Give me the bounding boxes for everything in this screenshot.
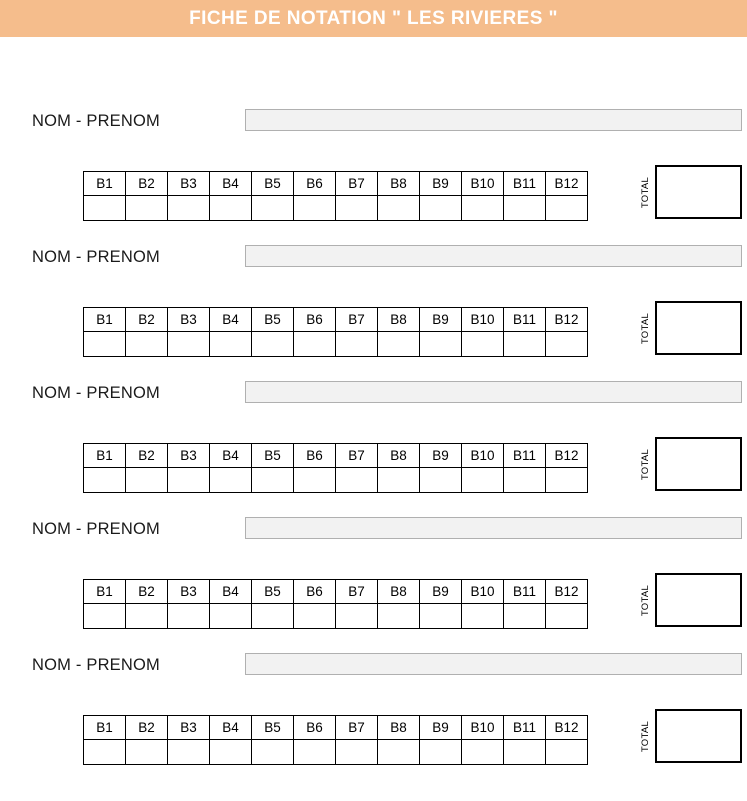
score-cell[interactable] [252, 604, 294, 629]
score-cell[interactable] [294, 740, 336, 765]
score-cell[interactable] [546, 740, 588, 765]
total-wrapper [638, 437, 743, 491]
name-input[interactable] [245, 109, 742, 131]
score-cell[interactable] [168, 332, 210, 357]
score-column-header: B5 [252, 308, 294, 332]
score-column-header: B4 [210, 580, 252, 604]
score-cell[interactable] [126, 740, 168, 765]
score-grid-header-row [84, 444, 588, 468]
score-column-header: B7 [336, 716, 378, 740]
score-column-header: B3 [168, 308, 210, 332]
score-column-header: B3 [168, 716, 210, 740]
participant-entry [0, 652, 747, 788]
score-column-header: B12 [546, 716, 588, 740]
name-label: NOM - PRENOM [32, 248, 160, 266]
score-cell[interactable] [504, 604, 546, 629]
name-input[interactable] [245, 517, 742, 539]
score-column-header: B10 [462, 444, 504, 468]
score-cell[interactable] [252, 196, 294, 221]
score-column-header: B12 [546, 308, 588, 332]
score-column-header: B2 [126, 580, 168, 604]
score-grid-wrapper [83, 715, 588, 765]
score-cell[interactable] [210, 196, 252, 221]
total-label [638, 165, 654, 219]
score-cell[interactable] [126, 332, 168, 357]
total-label-text: TOTAL [640, 176, 652, 208]
score-cell[interactable] [84, 468, 126, 493]
score-column-header: B4 [210, 444, 252, 468]
total-input[interactable] [655, 573, 742, 627]
score-column-header: B8 [378, 444, 420, 468]
score-cell[interactable] [378, 740, 420, 765]
entries-container [0, 108, 747, 788]
name-input[interactable] [245, 653, 742, 675]
score-column-header: B5 [252, 172, 294, 196]
score-cell[interactable] [126, 468, 168, 493]
score-column-header: B6 [294, 716, 336, 740]
score-grid-value-row [84, 196, 588, 221]
score-grid [83, 715, 588, 765]
name-input[interactable] [245, 381, 742, 403]
score-cell[interactable] [294, 196, 336, 221]
score-column-header: B2 [126, 716, 168, 740]
score-cell[interactable] [504, 196, 546, 221]
score-cell[interactable] [504, 332, 546, 357]
score-cell[interactable] [504, 740, 546, 765]
score-column-header: B11 [504, 716, 546, 740]
score-grid-wrapper [83, 443, 588, 493]
name-input[interactable] [245, 245, 742, 267]
score-cell[interactable] [420, 468, 462, 493]
score-cell[interactable] [84, 196, 126, 221]
score-column-header: B7 [336, 308, 378, 332]
score-cell[interactable] [378, 196, 420, 221]
score-cell[interactable] [294, 604, 336, 629]
score-cell[interactable] [252, 468, 294, 493]
score-column-header: B5 [252, 444, 294, 468]
score-cell[interactable] [462, 332, 504, 357]
score-cell[interactable] [252, 740, 294, 765]
score-cell[interactable] [84, 332, 126, 357]
score-column-header: B3 [168, 172, 210, 196]
score-cell[interactable] [294, 468, 336, 493]
score-cell[interactable] [126, 196, 168, 221]
score-cell[interactable] [462, 468, 504, 493]
score-cell[interactable] [210, 468, 252, 493]
score-column-header: B11 [504, 444, 546, 468]
total-wrapper [638, 709, 743, 763]
score-cell[interactable] [336, 468, 378, 493]
score-cell[interactable] [336, 740, 378, 765]
score-column-header: B9 [420, 580, 462, 604]
score-column-header: B7 [336, 172, 378, 196]
total-label-text: TOTAL [640, 720, 652, 752]
score-grid [83, 171, 588, 221]
score-column-header: B12 [546, 580, 588, 604]
score-column-header: B1 [84, 172, 126, 196]
score-column-header: B6 [294, 580, 336, 604]
score-cell[interactable] [462, 604, 504, 629]
name-label: NOM - PRENOM [32, 112, 160, 130]
score-grid-value-row [84, 604, 588, 629]
total-input[interactable] [655, 301, 742, 355]
score-grid-value-row [84, 332, 588, 357]
name-label: NOM - PRENOM [32, 520, 160, 538]
score-cell[interactable] [126, 604, 168, 629]
score-cell[interactable] [378, 468, 420, 493]
score-column-header: B1 [84, 716, 126, 740]
score-cell[interactable] [168, 196, 210, 221]
score-grid-value-row [84, 740, 588, 765]
score-column-header: B5 [252, 580, 294, 604]
score-column-header: B6 [294, 444, 336, 468]
score-cell[interactable] [210, 740, 252, 765]
score-cell[interactable] [420, 332, 462, 357]
score-column-header: B4 [210, 308, 252, 332]
score-cell[interactable] [336, 332, 378, 357]
total-wrapper [638, 301, 743, 355]
score-grid-header-row [84, 716, 588, 740]
score-cell[interactable] [378, 604, 420, 629]
score-column-header: B8 [378, 172, 420, 196]
name-row [0, 516, 747, 542]
participant-entry [0, 380, 747, 516]
score-cell[interactable] [462, 740, 504, 765]
score-cell[interactable] [546, 332, 588, 357]
score-column-header: B3 [168, 580, 210, 604]
total-label [638, 301, 654, 355]
score-column-header: B6 [294, 308, 336, 332]
participant-entry [0, 108, 747, 244]
score-grid-header-row [84, 308, 588, 332]
score-cell[interactable] [378, 332, 420, 357]
score-cell[interactable] [420, 604, 462, 629]
score-column-header: B9 [420, 308, 462, 332]
score-column-header: B1 [84, 308, 126, 332]
score-column-header: B9 [420, 444, 462, 468]
score-column-header: B11 [504, 580, 546, 604]
score-grid-wrapper [83, 307, 588, 357]
name-row [0, 244, 747, 270]
score-column-header: B2 [126, 444, 168, 468]
page-title: FICHE DE NOTATION " LES RIVIERES " [189, 7, 558, 29]
score-column-header: B11 [504, 172, 546, 196]
total-label [638, 709, 654, 763]
name-row [0, 652, 747, 678]
score-column-header: B2 [126, 308, 168, 332]
score-grid [83, 307, 588, 357]
total-wrapper [638, 573, 743, 627]
score-cell[interactable] [546, 468, 588, 493]
total-label [638, 573, 654, 627]
score-column-header: B5 [252, 716, 294, 740]
name-row [0, 108, 747, 134]
total-input[interactable] [655, 709, 742, 763]
total-input[interactable] [655, 165, 742, 219]
score-cell[interactable] [504, 468, 546, 493]
score-grid-wrapper [83, 579, 588, 629]
score-cell[interactable] [336, 196, 378, 221]
total-label-text: TOTAL [640, 312, 652, 344]
score-cell[interactable] [84, 740, 126, 765]
score-column-header: B8 [378, 308, 420, 332]
score-column-header: B1 [84, 580, 126, 604]
score-cell[interactable] [294, 332, 336, 357]
score-cell[interactable] [462, 196, 504, 221]
score-column-header: B10 [462, 308, 504, 332]
score-column-header: B8 [378, 580, 420, 604]
score-cell[interactable] [168, 604, 210, 629]
score-grid-header-row [84, 580, 588, 604]
name-label: NOM - PRENOM [32, 656, 160, 674]
score-cell[interactable] [546, 604, 588, 629]
score-grid-wrapper [83, 171, 588, 221]
total-label [638, 437, 654, 491]
score-column-header: B10 [462, 716, 504, 740]
name-row [0, 380, 747, 406]
score-column-header: B4 [210, 716, 252, 740]
score-column-header: B2 [126, 172, 168, 196]
score-column-header: B4 [210, 172, 252, 196]
score-column-header: B11 [504, 308, 546, 332]
score-grid [83, 443, 588, 493]
score-column-header: B9 [420, 716, 462, 740]
score-column-header: B8 [378, 716, 420, 740]
total-label-text: TOTAL [640, 448, 652, 480]
page-header-banner [0, 0, 747, 37]
score-column-header: B12 [546, 444, 588, 468]
score-cell[interactable] [336, 604, 378, 629]
score-grid-header-row [84, 172, 588, 196]
score-column-header: B7 [336, 444, 378, 468]
participant-entry [0, 516, 747, 652]
total-label-text: TOTAL [640, 584, 652, 616]
score-column-header: B7 [336, 580, 378, 604]
score-column-header: B3 [168, 444, 210, 468]
score-cell[interactable] [210, 604, 252, 629]
score-cell[interactable] [252, 332, 294, 357]
score-column-header: B12 [546, 172, 588, 196]
score-cell[interactable] [168, 740, 210, 765]
score-column-header: B10 [462, 172, 504, 196]
total-wrapper [638, 165, 743, 219]
score-cell[interactable] [420, 196, 462, 221]
score-column-header: B10 [462, 580, 504, 604]
score-cell[interactable] [210, 332, 252, 357]
score-column-header: B1 [84, 444, 126, 468]
score-column-header: B9 [420, 172, 462, 196]
score-grid-value-row [84, 468, 588, 493]
participant-entry [0, 244, 747, 380]
score-cell[interactable] [420, 740, 462, 765]
score-column-header: B6 [294, 172, 336, 196]
score-cell[interactable] [546, 196, 588, 221]
score-cell[interactable] [84, 604, 126, 629]
score-grid [83, 579, 588, 629]
name-label: NOM - PRENOM [32, 384, 160, 402]
score-cell[interactable] [168, 468, 210, 493]
total-input[interactable] [655, 437, 742, 491]
